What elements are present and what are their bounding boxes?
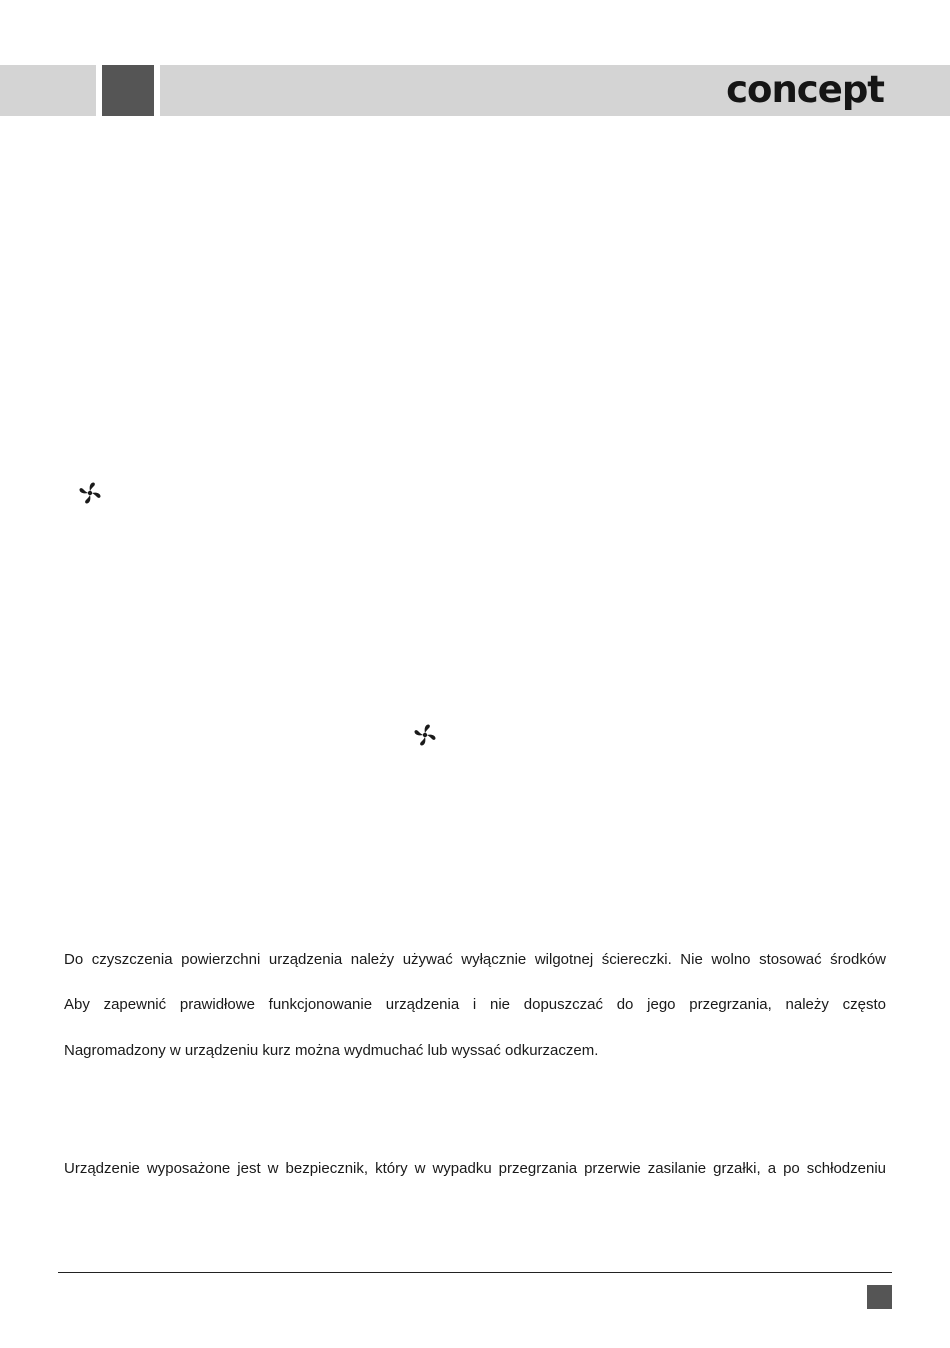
- footer-rule: [58, 1272, 892, 1273]
- body-paragraph: Do czyszczenia powierzchni urządzenia należy używać wyłącznie wilgotnej ściereczki. Nie wolno stosować środków: [64, 951, 886, 968]
- header-divider: [154, 65, 160, 116]
- brand-logo: concept: [726, 68, 884, 111]
- fan-icon: [78, 481, 102, 505]
- body-paragraph: Nagromadzony w urządzeniu kurz można wydmuchać lub wyssać odkurzaczem.: [64, 1042, 599, 1059]
- fan-icon: [413, 723, 437, 747]
- page-number-box: [867, 1285, 892, 1309]
- body-paragraph: Aby zapewnić prawidłowe funkcjonowanie urządzenia i nie dopuszczać do jego przegrzania, należy często: [64, 996, 886, 1013]
- header-section-marker: [102, 65, 154, 116]
- body-paragraph: Urządzenie wyposażone jest w bezpiecznik, który w wypadku przegrzania przerwie zasilanie grzałki, a po schłodzeniu: [64, 1160, 886, 1177]
